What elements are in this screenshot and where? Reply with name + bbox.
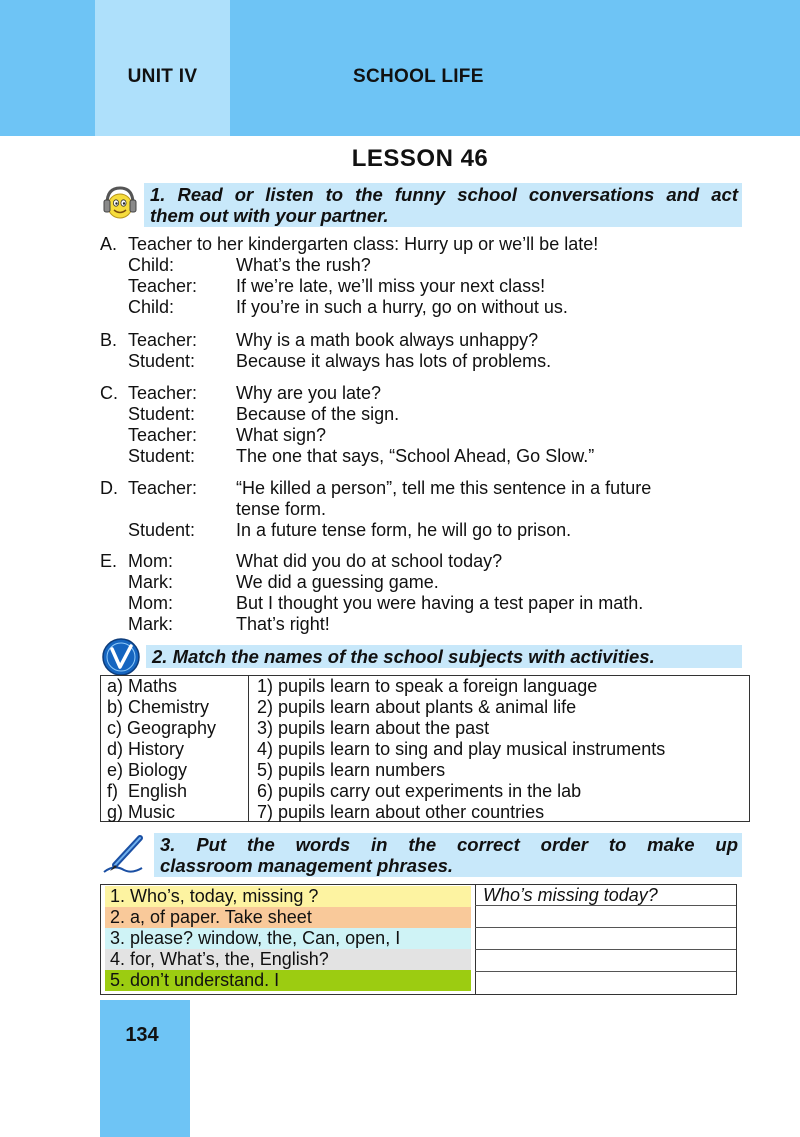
dialogue-letter: E. xyxy=(100,551,118,571)
dialogue-speaker: Student: xyxy=(128,520,196,540)
dialogue-speech: Because it always has lots of problems. xyxy=(236,351,552,371)
dialogue-speaker: Teacher: xyxy=(128,383,198,403)
subject-item: c) Geography xyxy=(107,718,217,738)
task2-instruction xyxy=(146,645,742,668)
task1-line-2: them out with your partner. xyxy=(150,205,389,226)
dialogue-speech: Because of the sign. xyxy=(236,404,400,424)
dialogue-speech: We did a guessing game. xyxy=(236,572,439,592)
scrambled-phrase: 2. a, of paper. Take sheet xyxy=(105,907,471,928)
unit-label: UNIT IV xyxy=(127,66,198,87)
answer-field[interactable] xyxy=(475,907,736,928)
dialogue-speech: What sign? xyxy=(236,425,327,445)
activity-item: 4) pupils learn to sing and play musical instruments xyxy=(257,739,666,759)
subject-item: d) History xyxy=(107,739,185,759)
task3-line-1: 3. Put the words in the correct order to make up xyxy=(160,834,738,855)
dialogue-speech: Why is a math book always unhappy? xyxy=(236,330,539,350)
answer-field[interactable] xyxy=(475,929,736,950)
task1-line-1: 1. Read or listen to the funny school conversations and act xyxy=(150,184,738,205)
subject-item: f) English xyxy=(107,781,188,801)
table-divider xyxy=(248,676,249,821)
activity-item: 2) pupils learn about plants & animal life xyxy=(257,697,577,717)
task2-title: 2. Match the names of the school subjects with activities. xyxy=(152,646,655,667)
scrambled-phrase: 4. for, What’s, the, English? xyxy=(105,949,471,970)
subject-item: e) Biology xyxy=(107,760,188,780)
scrambled-phrase: 1. Who’s, today, missing ? xyxy=(105,886,471,907)
subject-item: a) Maths xyxy=(107,676,178,696)
subject-item: g) Music xyxy=(107,802,176,822)
task3-line-2: classroom management phrases. xyxy=(160,855,454,876)
subjects-column xyxy=(107,676,216,823)
dialogue-speech: If you’re in such a hurry, go on without us. xyxy=(236,297,568,317)
dialogue-speaker: Mom: xyxy=(128,551,173,571)
dialogue-letter: C. xyxy=(100,383,118,403)
page-tab xyxy=(100,1000,190,1137)
subject-item: b) Chemistry xyxy=(107,697,210,717)
dialogue-letter: D. xyxy=(100,478,118,498)
dialogue-speaker: Student: xyxy=(128,351,196,371)
pen-writing-icon xyxy=(100,834,146,878)
dialogue-speaker: Teacher: xyxy=(128,478,198,498)
dialogue-letter: A. xyxy=(100,234,118,254)
activity-item: 7) pupils learn about other countries xyxy=(257,802,545,822)
task3-instruction xyxy=(154,833,742,877)
dialogue-speaker: Teacher: xyxy=(128,276,198,296)
activity-item: 5) pupils learn numbers xyxy=(257,760,446,780)
dialogue-speech: That’s right! xyxy=(236,614,330,634)
dialogue-speaker: Child: xyxy=(128,297,175,317)
activity-item: 1) pupils learn to speak a foreign language xyxy=(257,676,598,696)
dialogue-speech: What’s the rush? xyxy=(236,255,371,275)
dialogue-speaker: Student: xyxy=(128,404,196,424)
vocabulary-v-icon xyxy=(101,637,141,677)
dialogue-speaker: Mom: xyxy=(128,593,173,613)
dialogue-speech: What did you do at school today? xyxy=(236,551,503,571)
activity-item: 3) pupils learn about the past xyxy=(257,718,490,738)
dialogue-speaker: Student: xyxy=(128,446,196,466)
headphones-smiley-icon xyxy=(100,183,140,223)
dialogue-speaker: Mark: xyxy=(128,572,173,592)
activity-item: 6) pupils carry out experiments in the lab xyxy=(257,781,582,801)
dialogue-speech: “He killed a person”, tell me this sentence in a future xyxy=(236,478,652,498)
activities-column xyxy=(257,676,665,823)
dialogue-letter: B. xyxy=(100,330,118,350)
dialogue-speaker: Child: xyxy=(128,255,175,275)
dialogue-speaker: Teacher: xyxy=(128,330,198,350)
dialogue-speech: Why are you late? xyxy=(236,383,382,403)
answer-field[interactable]: Who’s missing today? xyxy=(475,885,736,906)
matching-table xyxy=(100,675,750,822)
page-number: 134 xyxy=(125,1024,159,1046)
dialogue-speech: tense form. xyxy=(236,499,327,519)
answer-field[interactable] xyxy=(475,973,736,994)
dialogue-speaker: Teacher: xyxy=(128,425,198,445)
word-order-table xyxy=(100,884,737,995)
dialogue-speech: In a future tense form, he will go to prison. xyxy=(236,520,572,540)
header-title: SCHOOL LIFE xyxy=(353,66,484,87)
dialogue-speaker: Teacher to her kindergarten class: Hurry up or we’ll be late! xyxy=(128,234,599,254)
task1-instruction xyxy=(144,183,742,227)
dialogue-speaker: Mark: xyxy=(128,614,173,634)
dialogue-speech: If we’re late, we’ll miss your next class! xyxy=(236,276,546,296)
answer-field[interactable] xyxy=(475,951,736,972)
lesson-title: LESSON 46 xyxy=(351,145,489,172)
scrambled-phrase: 3. please? window, the, Can, open, I xyxy=(105,928,471,949)
scrambled-phrase: 5. don’t understand. I xyxy=(105,970,471,991)
dialogue-speech: But I thought you were having a test paper in math. xyxy=(236,593,644,613)
dialogue-speech: The one that says, “School Ahead, Go Slow.” xyxy=(236,446,595,466)
